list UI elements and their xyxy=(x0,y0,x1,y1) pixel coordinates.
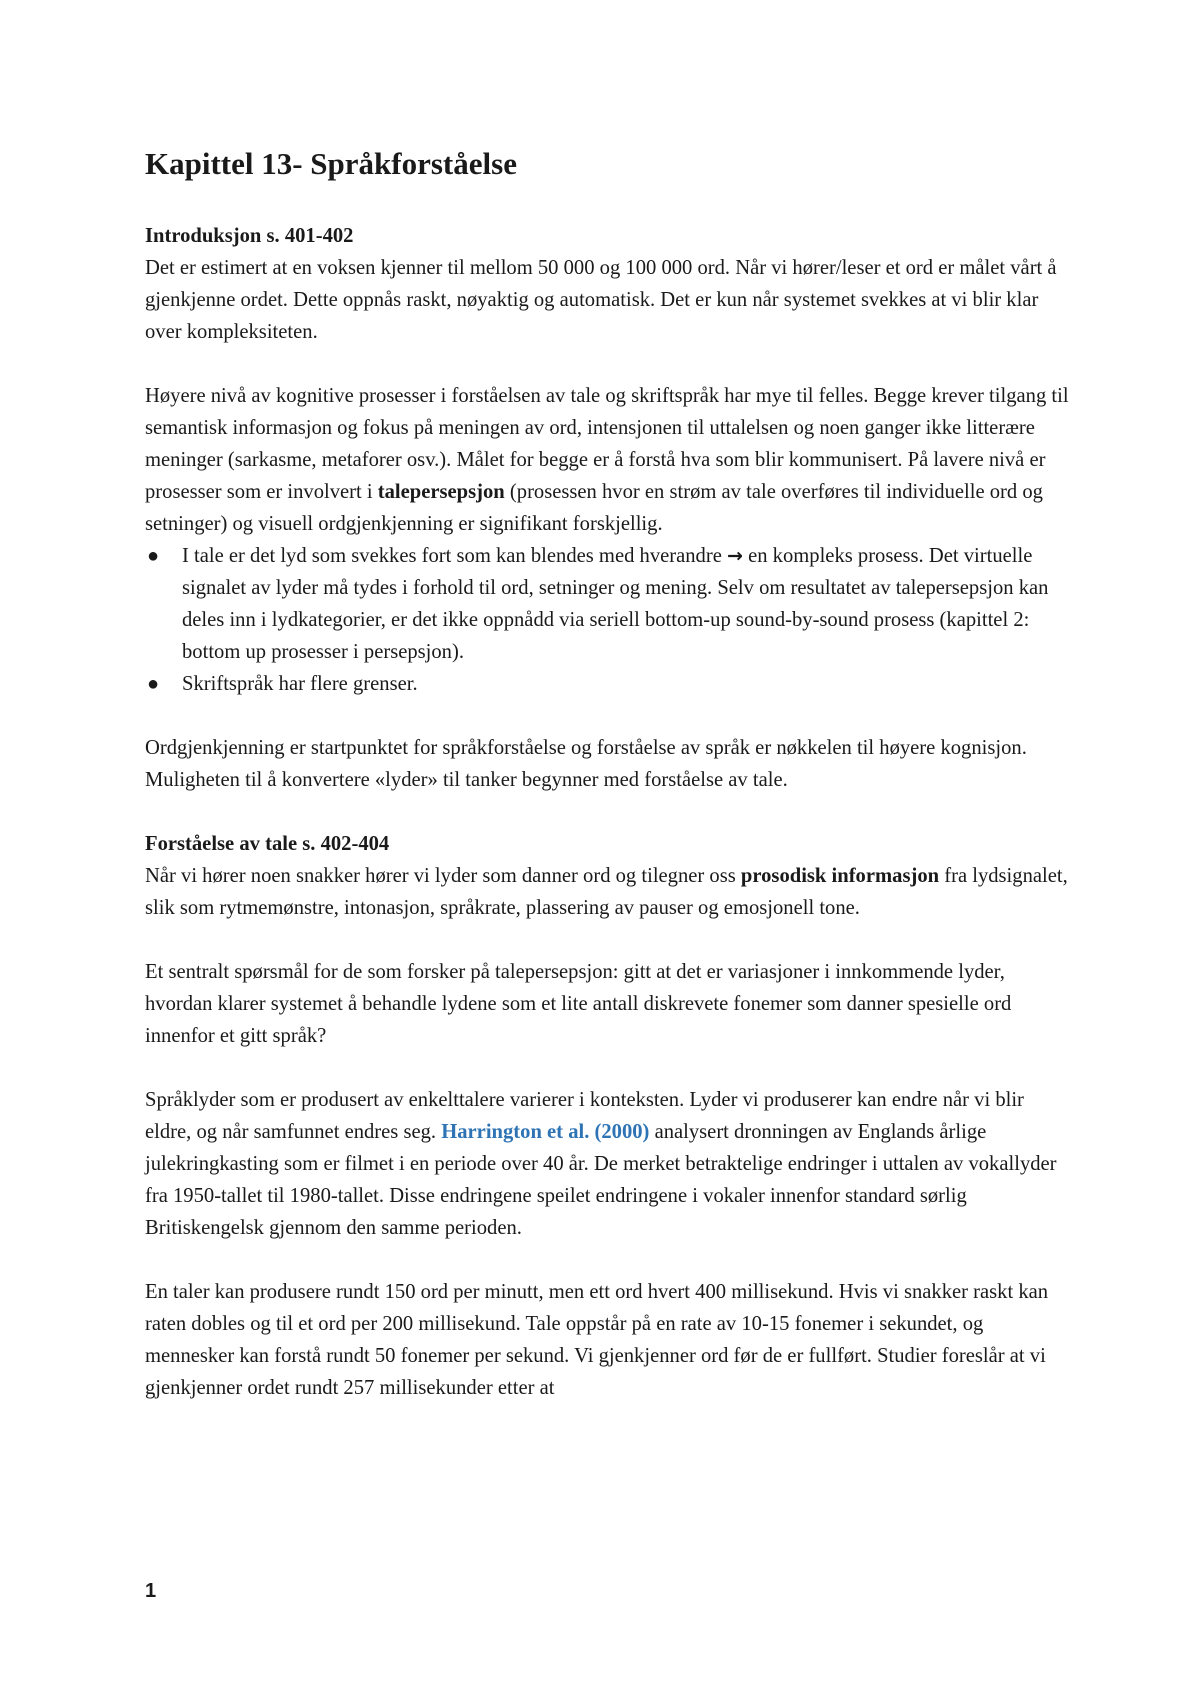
section-heading-intro: Introduksjon s. 401-402 xyxy=(145,225,354,247)
bold-term: talepersepsjon xyxy=(377,481,505,503)
paragraph-text: analysert dronningen av Englands årlige julekringkasting som er filmet i en periode over 40 år. De merket betraktelige endringer i uttalen av vokallyder fra 1950-tallet til 1980-tallet. Disse endringene speilet endringene i vokaler innenfor standard sørlig Britiskengelsk gjennom den samme perioden. xyxy=(145,1121,1057,1239)
bullet-list xyxy=(145,540,1070,700)
list-item-text: en kompleks prosess. Det virtuelle signalet av lyder må tydes i forhold til ord, setninger og mening. Selv om resultatet av talepersepsjon kan deles inn i lydkategorier, er det ikke oppnådd via seriell bottom-up sound-by-sound prosess (kapittel 2: bottom up prosesser i persepsjon). xyxy=(182,545,1049,663)
page-number: 1 xyxy=(145,1580,157,1602)
paragraph-text: Høyere nivå av kognitive prosesser i forståelsen av tale og skriftspråk har mye til felles. Begge krever tilgang til semantisk informasjon og fokus på meningen av ord, intensjonen til uttalelsen og noen ganger ikke litterære meninger (sarkasme, metaforer osv.). Målet for begge er å forstå hva som blir kommunisert. På lavere nivå er prosesser som er involvert i xyxy=(145,385,1069,503)
list-item-text: I tale er det lyd som svekkes fort som kan blendes med hverandre xyxy=(182,545,722,567)
citation-link[interactable]: Harrington et al. (2000) xyxy=(441,1121,650,1143)
paragraph xyxy=(145,860,1070,924)
bullet-icon: ● xyxy=(147,545,160,567)
list-item-text: Skriftspråk har flere grenser. xyxy=(182,673,418,695)
paragraph-text: Når vi hører noen snakker hører vi lyder som danner ord og tilegner oss xyxy=(145,865,741,887)
paragraph: Et sentralt spørsmål for de som forsker på talepersepsjon: gitt at det er variasjoner i innkommende lyder, hvordan klarer systemet å behandle lydene som et lite antall diskrevete fonemer som danner spesielle ord innenfor et gitt språk? xyxy=(145,961,1012,1047)
document-body xyxy=(145,220,1070,1404)
paragraph xyxy=(145,380,1070,540)
paragraph: Ordgjenkjenning er startpunktet for språkforståelse og forståelse av språk er nøkkelen til høyere kognisjon. Muligheten til å konvertere «lyder» til tanker begynner med forståelse av tale. xyxy=(145,737,1027,791)
paragraph xyxy=(145,1084,1070,1244)
paragraph-text: Språklyder som er produsert av enkelttalere varierer i konteksten. Lyder vi produserer kan endre når vi blir eldre, og når samfunnet endres seg. xyxy=(145,1089,1024,1143)
bold-term: prosodisk informasjon xyxy=(740,865,940,887)
bullet-icon: ● xyxy=(147,673,160,695)
chapter-title: Kapittel 13- Språkforståelse xyxy=(145,146,517,181)
arrow-right-icon: → xyxy=(727,545,743,567)
list-item xyxy=(145,540,1070,668)
list-item xyxy=(145,668,1070,700)
paragraph-text: fra lydsignalet, slik som rytmemønstre, intonasjon, språkrate, plassering av pauser og emosjonell tone. xyxy=(145,865,1068,919)
paragraph: Det er estimert at en voksen kjenner til mellom 50 000 og 100 000 ord. Når vi hører/leser et ord er målet vårt å gjenkjenne ordet. Dette oppnås raskt, nøyaktig og automatisk. Det er kun når systemet svekkes at vi blir klar over kompleksiteten. xyxy=(145,257,1057,343)
paragraph-text: (prosessen hvor en strøm av tale overføres til individuelle ord og setninger) og visuell ordgjenkjenning er signifikant forskjellig. xyxy=(145,481,1043,535)
section-heading-speech: Forståelse av tale s. 402-404 xyxy=(145,833,390,855)
paragraph: En taler kan produsere rundt 150 ord per minutt, men ett ord hvert 400 millisekund. Hvis vi snakker raskt kan raten dobles og til et ord per 200 millisekund. Tale oppstår på en rate av 10-15 fonemer i sekundet, og mennesker kan forstå rundt 50 fonemer per sekund. Vi gjenkjenner ord før de er fullført. Studier foreslår at vi gjenkjenner ordet rundt 257 millisekunder etter at xyxy=(145,1281,1049,1399)
